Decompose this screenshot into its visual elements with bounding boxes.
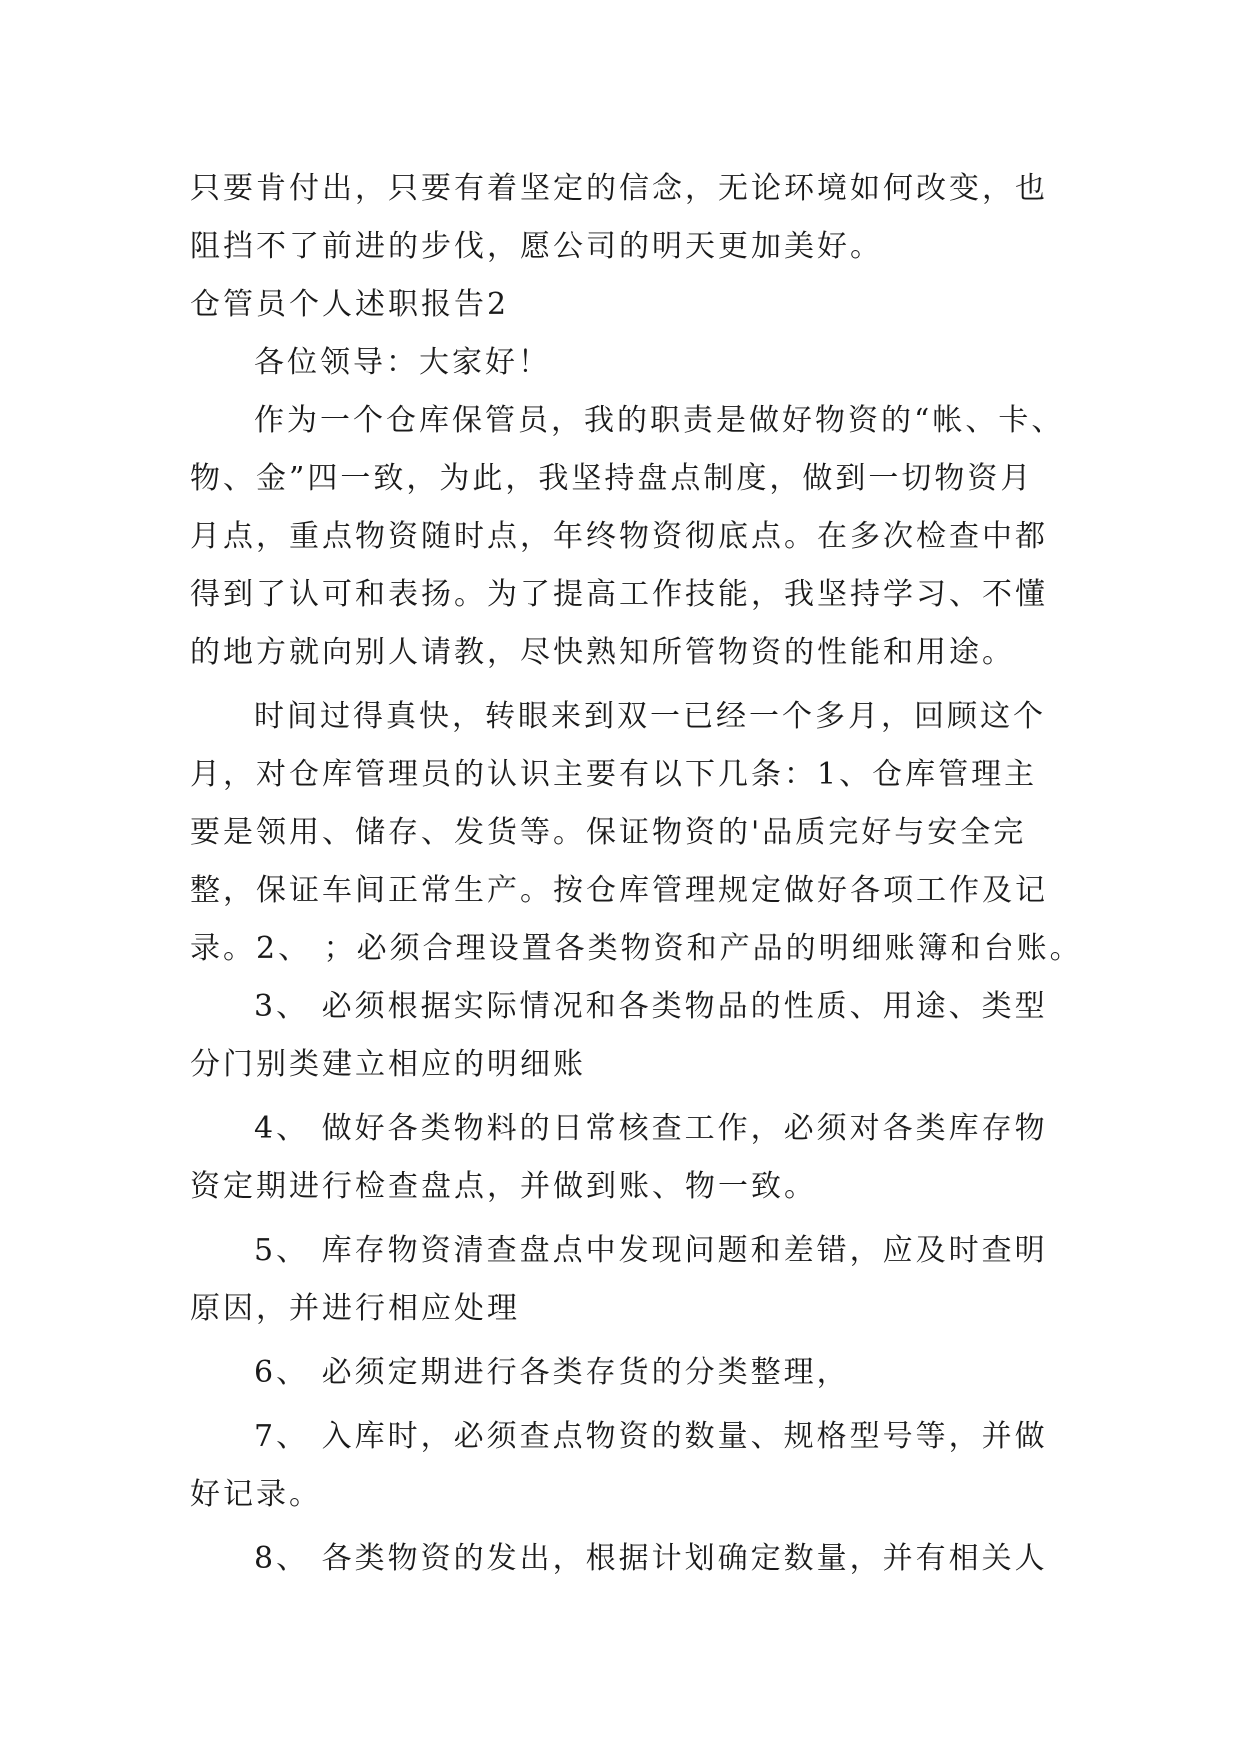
body-text-line: 整，保证车间正常生产。按仓库管理规定做好各项工作及记 [190,873,1048,908]
body-text-line: 阻挡不了前进的步伐，愿公司的明天更加美好。 [190,229,883,264]
body-text-line: 月，对仓库管理员的认识主要有以下几条：1、仓库管理主 [190,757,1038,792]
list-item-line: 分门别类建立相应的明细账 [190,1047,586,1082]
body-text-line: 录。2、 ；必须合理设置各类物资和产品的明细账簿和台账。 [190,931,1083,966]
body-text-line: 作为一个仓库保管员，我的职责是做好物资的“帐、卡、 [254,403,1065,438]
body-text-line: 时间过得真快，转眼来到双一已经一个多月，回顾这个 [254,699,1046,734]
list-item-line: 7、 入库时，必须查点物资的数量、规格型号等，并做 [254,1419,1048,1454]
list-item-line: 好记录。 [190,1477,322,1512]
body-text-line: 要是领用、储存、发货等。保证物资的'品质完好与安全完 [190,815,1027,850]
body-text-line: 月点，重点物资随时点，年终物资彻底点。在多次检查中都 [190,519,1048,554]
list-item-line: 原因，并进行相应处理 [190,1291,520,1326]
body-text-line: 得到了认可和表扬。为了提高工作技能，我坚持学习、不懂 [190,577,1048,612]
body-text-line: 的地方就向别人请教，尽快熟知所管物资的性能和用途。 [190,635,1015,670]
section-title: 仓管员个人述职报告2 [190,287,510,322]
body-text-line: 物、金”四一致，为此，我坚持盘点制度，做到一切物资月 [190,461,1034,496]
document-body [190,160,1083,1588]
list-item-line: 资定期进行检查盘点，并做到账、物一致。 [190,1169,817,1204]
list-item-line: 6、 必须定期进行各类存货的分类整理， [254,1355,850,1390]
list-item-line: 5、 库存物资清查盘点中发现问题和差错，应及时查明 [254,1233,1048,1268]
salutation: 各位领导：大家好！ [254,345,551,380]
list-item-line: 4、 做好各类物料的日常核查工作，必须对各类库存物 [254,1111,1048,1146]
list-item-line: 3、 必须根据实际情况和各类物品的性质、用途、类型 [254,989,1048,1024]
body-text-line: 只要肯付出，只要有着坚定的信念，无论环境如何改变，也 [190,171,1048,206]
list-item-line: 8、 各类物资的发出，根据计划确定数量，并有相关人 [254,1541,1048,1576]
